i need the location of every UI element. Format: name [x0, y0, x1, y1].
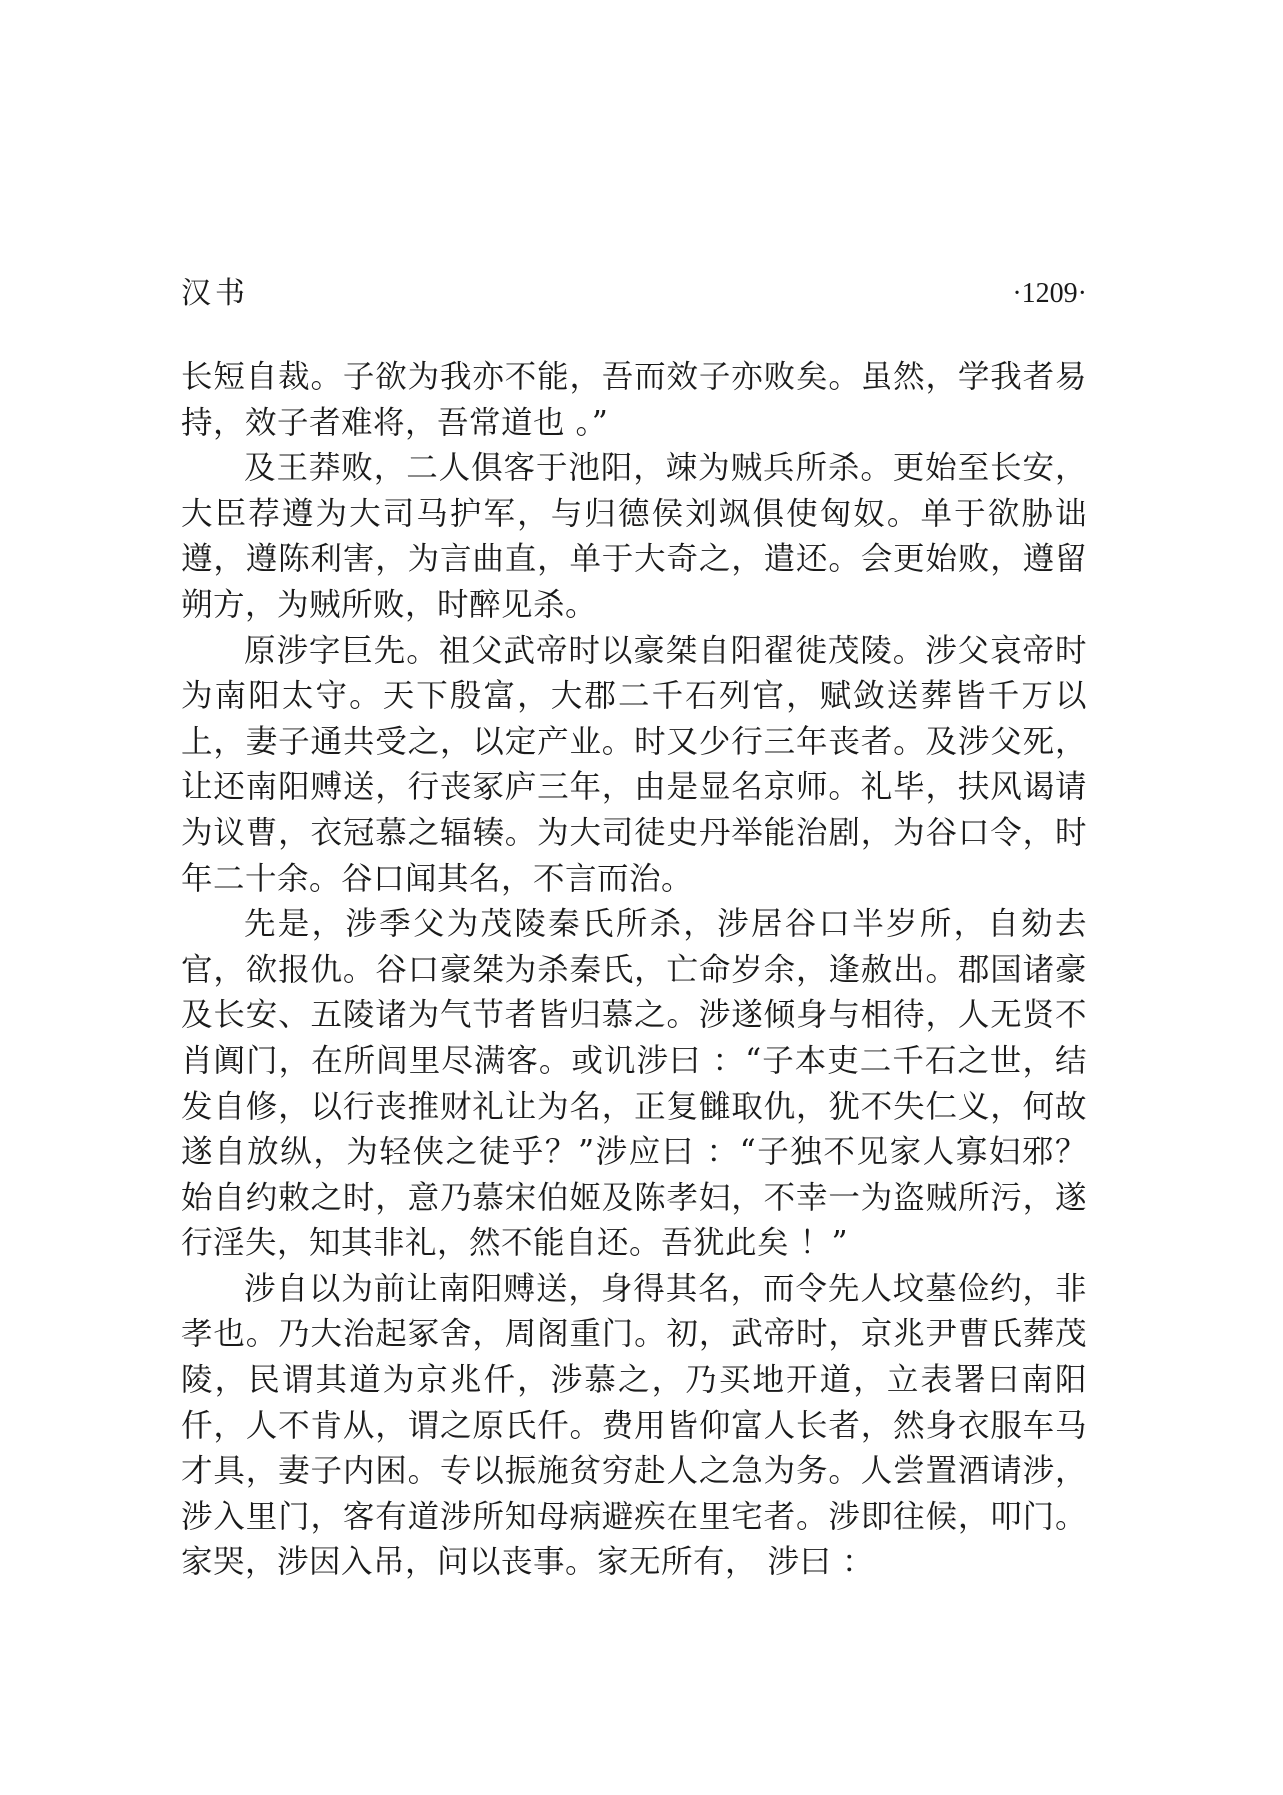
book-title: 汉书	[181, 276, 249, 311]
paragraph-2: 及王莽败，二人俱客于池阳，竦为贼兵所杀。更始至长安，大臣荐遵为大司马护军，与归德侯刘飒俱使匈奴。单于欲胁诎遵，遵陈利害，为言曲直，单于大奇之，遣还。会更始败，遵留朔方，为贼所败，时醉见杀。	[181, 450, 1087, 623]
paragraph-3: 原涉字巨先。祖父武帝时以豪桀自阳翟徙茂陵。涉父哀帝时为南阳太守。天下殷富，大郡二千石列官，赋敛送葬皆千万以上，妻子通共受之，以定产业。时又少行三年丧者。及涉父死，让还南阳赙送，行丧冢庐三年，由是显名京师。礼毕，扶风谒请为议曹，衣冠慕之辐辏。为大司徒史丹举能治剧，为谷口令，时年二十余。谷口闻其名，不言而治。	[181, 632, 1087, 897]
paragraph-1: 长短自裁。子欲为我亦不能，吾而效子亦败矣。虽然，学我者易持，效子者难将，吾常道也 。”	[181, 359, 1087, 441]
paragraph-4: 先是，涉季父为茂陵秦氏所杀，涉居谷口半岁所，自劾去官，欲报仇。谷口豪桀为杀秦氏，亡命岁余，逢赦出。郡国诸豪及长安、五陵诸为气节者皆归慕之。涉遂倾身与相待，人无贤不肖阗门，在所闾里尽满客。或讥涉曰 ：“子本吏二千石之世，结发自修，以行丧推财礼让为名，正复雠取仇，犹不失仁义，何故遂自放纵，为轻侠之徒乎？”涉应曰 ：“子独不见家人寡妇邪？始自约敕之时，意乃慕宋伯姬及陈孝妇，不幸一为盗贼所污，遂行淫失，知其非礼，然不能自还。吾犹此矣 ！”	[181, 906, 1087, 1262]
body-text	[181, 355, 1087, 1586]
page-header	[181, 274, 1087, 314]
page-number: ·1209·	[1012, 278, 1087, 309]
paragraph-5: 涉自以为前让南阳赙送，身得其名，而令先人坟墓俭约，非孝也。乃大治起冢舍，周阁重门。初，武帝时，京兆尹曹氏葬茂陵，民谓其道为京兆仟，涉慕之，乃买地开道，立表署曰南阳仟，人不肯从，谓之原氏仟。费用皆仰富人长者，然身衣服车马才具，妻子内困。专以振施贫穷赴人之急为务。人尝置酒请涉，涉入里门，客有道涉所知母病避疾在里宅者。涉即往候，叩门。家哭，涉因入吊，问以丧事。家无所有， 涉曰 ：	[181, 1270, 1087, 1581]
